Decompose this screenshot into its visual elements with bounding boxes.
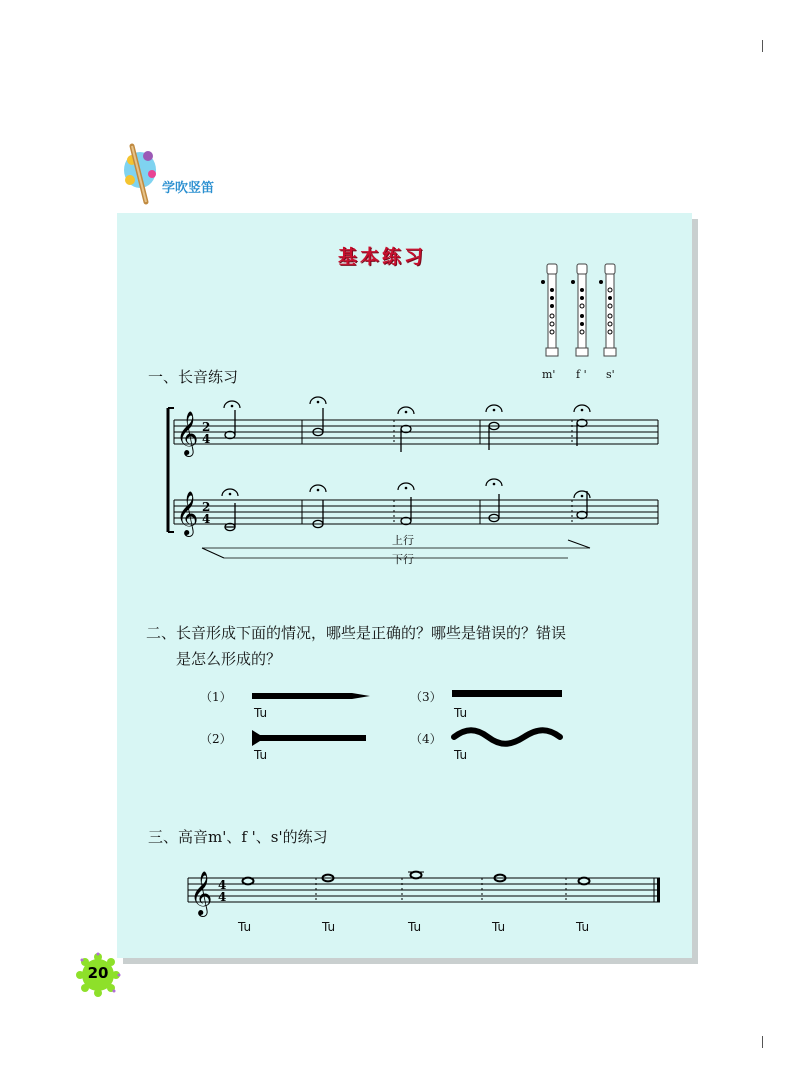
section-two-heading — [146, 620, 686, 672]
svg-text:4: 4 — [202, 432, 211, 446]
upper-direction-label: 上行 — [392, 534, 414, 547]
tone-shape-tapered-end — [252, 692, 372, 702]
treble-clef-icon: 𝄞 — [190, 871, 213, 915]
svg-text:4: 4 — [218, 890, 227, 904]
section-one-heading: 一、长音练习 — [148, 368, 239, 386]
high-note-syllable-1: Tu — [238, 920, 252, 934]
fingering-label-s: s' — [606, 368, 615, 381]
recorder-f-icon — [571, 264, 588, 356]
recorder-with-notes-icon — [118, 140, 168, 205]
tone-shape-even-thick — [452, 690, 564, 700]
svg-text:2: 2 — [202, 500, 211, 514]
recorder-s-icon — [599, 264, 616, 356]
case-2-syllable: Tu — [254, 748, 268, 762]
tone-shape-wavy — [452, 728, 564, 746]
fingering-label-m: m' — [542, 368, 556, 381]
page-number: 20 — [87, 964, 109, 982]
case-2-label: （2） — [200, 732, 232, 746]
case-3-syllable: Tu — [454, 706, 468, 720]
treble-clef-icon: 𝄞 — [176, 411, 199, 455]
svg-text:2: 2 — [202, 420, 211, 434]
high-notes-score — [188, 866, 664, 916]
recorder-m-icon — [541, 264, 558, 356]
long-tone-score — [160, 400, 670, 570]
high-note-syllable-2: Tu — [322, 920, 336, 934]
case-4-syllable: Tu — [454, 748, 468, 762]
page-title: 基本练习 — [338, 246, 427, 268]
header-title: 学吹竖笛 — [162, 181, 215, 196]
section-three-heading: 三、高音m'、f '、s'的练习 — [148, 828, 328, 846]
crop-mark-top — [762, 40, 763, 52]
svg-text:4: 4 — [218, 878, 227, 892]
recorder-fingering-diagrams — [535, 262, 625, 362]
case-1-syllable: Tu — [254, 706, 268, 720]
section-two-heading-line2: 是怎么形成的？ — [176, 650, 282, 668]
crop-mark-bottom — [762, 1036, 763, 1048]
fingering-label-f: f ' — [576, 368, 587, 381]
tone-shape-accented-start — [252, 730, 372, 746]
high-note-syllable-3: Tu — [408, 920, 422, 934]
high-note-syllable-5: Tu — [576, 920, 590, 934]
case-3-label: （3） — [410, 690, 442, 704]
case-1-label: （1） — [200, 690, 232, 704]
svg-text:4: 4 — [202, 512, 211, 526]
high-note-syllable-4: Tu — [492, 920, 506, 934]
case-4-label: （4） — [410, 732, 442, 746]
lower-direction-label: 下行 — [392, 553, 414, 566]
section-two-heading-line1: 二、长音形成下面的情况，哪些是正确的？哪些是错误的？错误 — [146, 624, 567, 642]
treble-clef-icon: 𝄞 — [176, 491, 199, 535]
